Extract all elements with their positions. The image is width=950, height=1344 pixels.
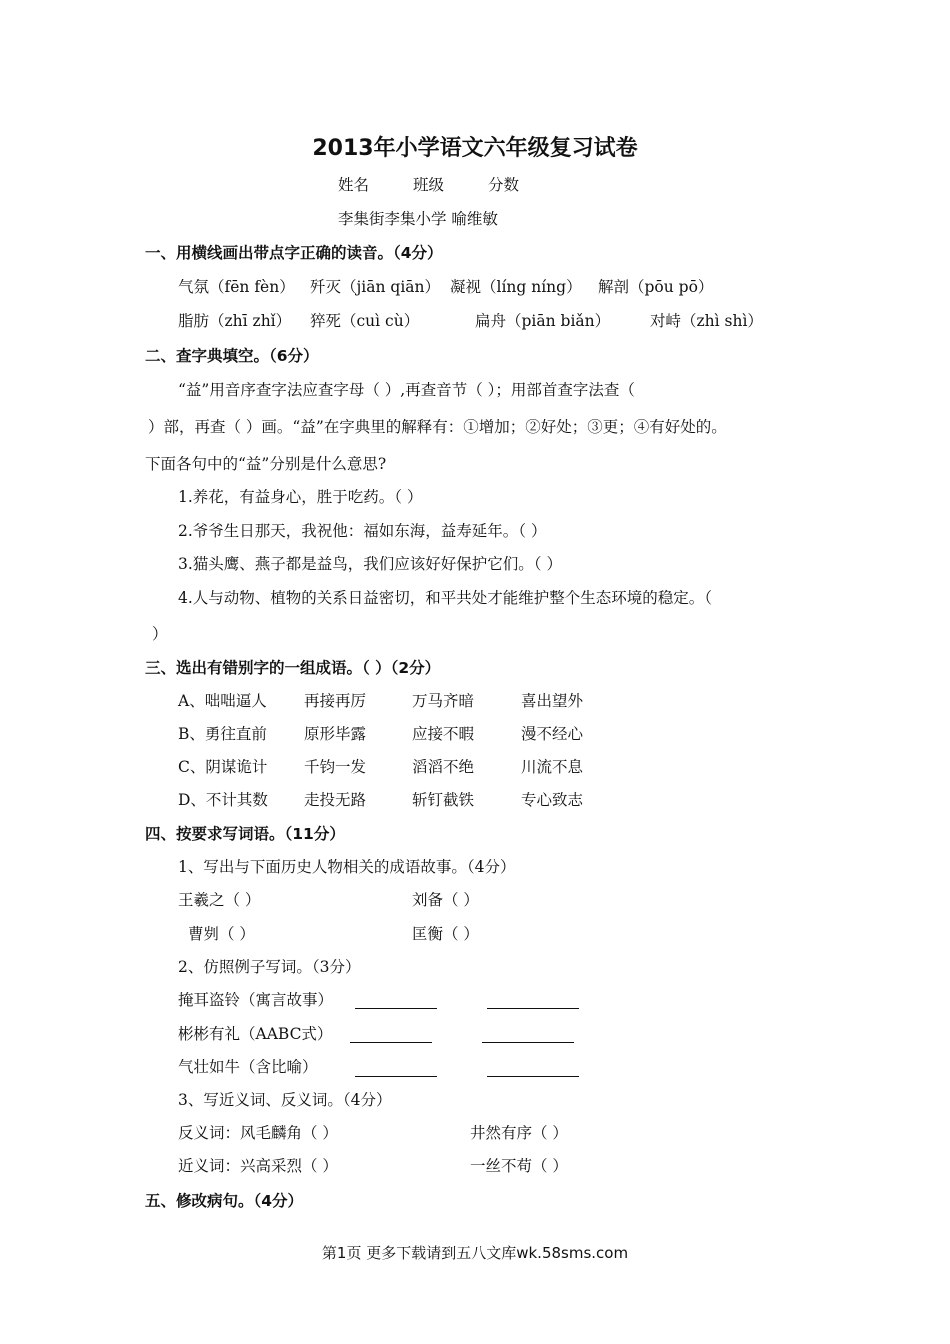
idiom: 应接不暇 xyxy=(412,725,475,743)
class-label: 班级 xyxy=(413,176,445,194)
idiom: 万马齐暗 xyxy=(412,692,475,710)
question: 3.猫头鹰、燕子都是益鸟，我们应该好好保护它们。（ ） xyxy=(178,555,562,573)
page-title: 2013年小学语文六年级复习试卷 xyxy=(312,136,638,161)
idiom: 斩钉截铁 xyxy=(412,791,475,809)
idiom: 原形毕露 xyxy=(304,725,367,743)
answer-blank[interactable] xyxy=(355,994,437,1009)
idiom: A、咄咄逼人 xyxy=(178,692,267,710)
example-word: 彬彬有礼（AABC式） xyxy=(178,1025,333,1043)
person-item: 匡衡（ ） xyxy=(412,925,479,943)
idiom: D、不计其数 xyxy=(178,791,268,809)
idiom: 滔滔不绝 xyxy=(412,758,475,776)
idiom: 千钧一发 xyxy=(304,758,367,776)
example-word: 气壮如牛（含比喻） xyxy=(178,1058,318,1076)
synonym-item: 一丝不苟（ ） xyxy=(470,1157,568,1175)
idiom: 再接再厉 xyxy=(304,692,367,710)
section-2-heading: 二、查字典填空。（6分） xyxy=(145,347,319,365)
person-item: 刘备（ ） xyxy=(412,891,479,909)
question: 2.爷爷生日那天，我祝他：福如东海，益寿延年。（ ） xyxy=(178,522,547,540)
antonym-item: 反义词：风毛麟角（ ） xyxy=(178,1124,338,1142)
idiom: 喜出望外 xyxy=(521,692,584,710)
pinyin-item: 扁舟（piān biǎn） xyxy=(475,312,611,330)
question: 4.人与动物、植物的关系日益密切，和平共处才能维护整个生态环境的稳定。（ xyxy=(178,589,713,607)
synonym-item: 近义词：兴高采烈（ ） xyxy=(178,1157,338,1175)
example-word: 掩耳盗铃（寓言故事） xyxy=(178,991,334,1009)
person-item: 曹刿（ ） xyxy=(188,925,255,943)
score-label: 分数 xyxy=(488,176,520,194)
answer-blank[interactable] xyxy=(482,1028,574,1043)
section-4-heading: 四、按要求写词语。（11分） xyxy=(145,825,345,843)
pinyin-item: 凝视（líng níng） xyxy=(450,278,582,296)
idiom: 走投无路 xyxy=(304,791,367,809)
sub-question: 1、写出与下面历史人物相关的成语故事。（4分） xyxy=(178,858,516,876)
sub-question: 3、写近义词、反义词。（4分） xyxy=(178,1091,392,1109)
idiom: 专心致志 xyxy=(521,791,584,809)
paragraph: “益”用音序查字法应查字母（ ）,再查音节（ ）；用部首查字法查（ xyxy=(178,381,635,399)
question-end: ） xyxy=(152,625,168,643)
section-5-heading: 五、修改病句。（4分） xyxy=(145,1192,304,1210)
pinyin-item: 脂肪（zhī zhǐ） xyxy=(178,312,292,330)
idiom: 漫不经心 xyxy=(521,725,584,743)
idiom: C、阴谋诡计 xyxy=(178,758,268,776)
pinyin-item: 对峙（zhì shì） xyxy=(650,312,763,330)
paragraph: 下面各句中的“益”分别是什么意思? xyxy=(145,455,387,473)
answer-blank[interactable] xyxy=(350,1028,432,1043)
idiom: B、勇往直前 xyxy=(178,725,267,743)
question: 1.养花，有益身心，胜于吃药。（ ） xyxy=(178,488,423,506)
page-footer: 第1页 更多下载请到五八文库wk.58sms.com xyxy=(321,1244,629,1262)
person-item: 王羲之（ ） xyxy=(178,891,261,909)
idiom: 川流不息 xyxy=(521,758,584,776)
section-1-heading: 一、用横线画出带点字正确的读音。（4分） xyxy=(145,244,443,262)
pinyin-item: 气氛（fēn fèn） xyxy=(178,278,295,296)
author: 李集街李集小学 喻维敏 xyxy=(338,210,498,228)
pinyin-item: 猝死（cuì cù） xyxy=(310,312,420,330)
answer-blank[interactable] xyxy=(355,1062,437,1077)
paragraph: ）部，再查（ ）画。“益”在字典里的解释有：①增加；②好处；③更；④有好处的。 xyxy=(148,418,727,436)
sub-question: 2、仿照例子写词。（3分） xyxy=(178,958,361,976)
pinyin-item: 解剖（pōu pō） xyxy=(598,278,714,296)
answer-blank[interactable] xyxy=(487,1062,579,1077)
antonym-item: 井然有序（ ） xyxy=(470,1124,568,1142)
section-3-heading: 三、选出有错别字的一组成语。（ ）（2分） xyxy=(145,659,441,677)
answer-blank[interactable] xyxy=(487,994,579,1009)
name-label: 姓名 xyxy=(338,176,370,194)
pinyin-item: 歼灭（jiān qiān） xyxy=(310,278,441,296)
